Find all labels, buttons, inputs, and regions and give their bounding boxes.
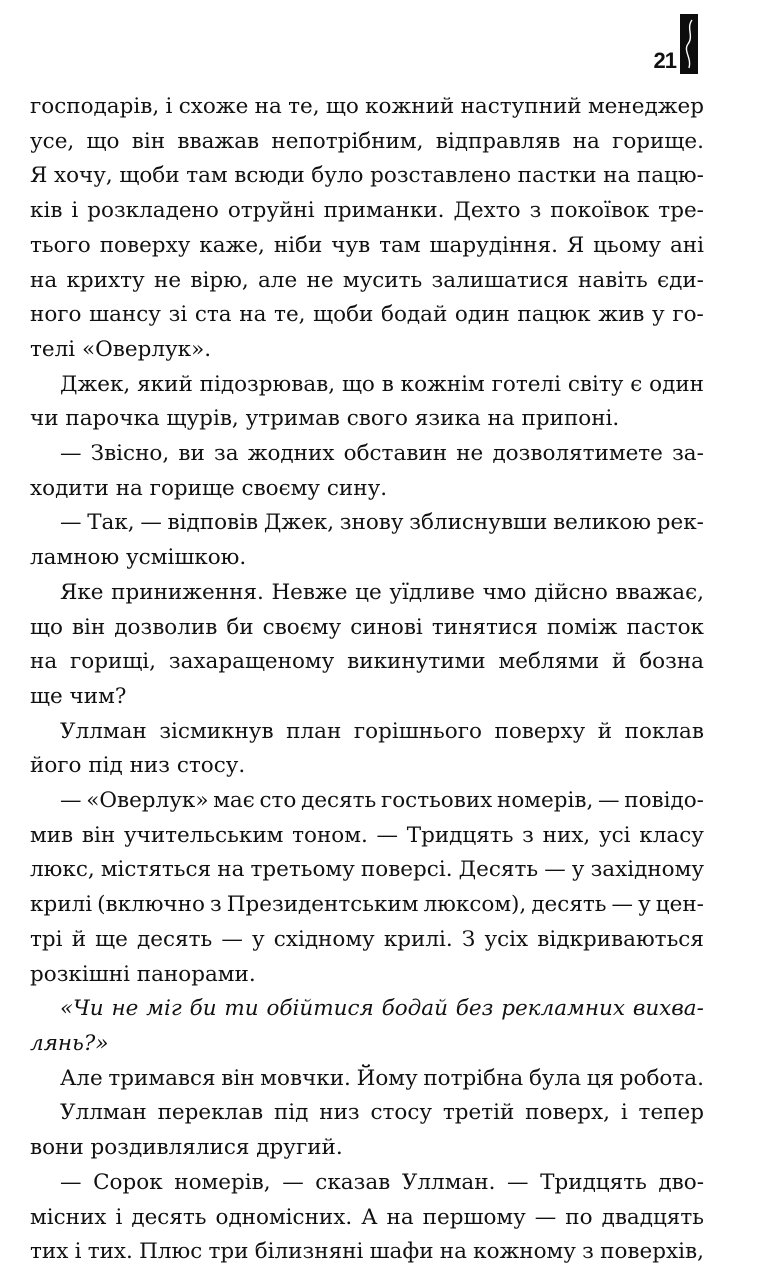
text-word: що: [341, 371, 375, 397]
text-word: підозрював,: [199, 371, 336, 397]
text-span: ходити на горище своєму сину.: [30, 475, 388, 501]
text-word: —: [376, 822, 399, 848]
text-word: схоже: [178, 94, 249, 119]
text-word: у: [638, 892, 651, 918]
text-word: єди-: [657, 267, 704, 293]
text-word: тепер: [638, 1100, 704, 1126]
text-word: бозна: [639, 649, 704, 675]
text-word: Невже: [271, 579, 348, 605]
text-word: Уллман.: [401, 1169, 496, 1195]
text-word: за: [213, 441, 239, 467]
text-word: на: [254, 94, 282, 119]
text-line: [30, 229, 704, 264]
text-word: захаращеному: [168, 649, 335, 675]
text-word: тримався: [108, 1065, 216, 1091]
text-word: своєму: [262, 614, 342, 640]
page-header: [578, 14, 698, 74]
text-word: третьому: [250, 857, 355, 883]
text-word: щоби: [313, 302, 374, 328]
text-word: Уллман: [60, 718, 147, 744]
text-word: там: [186, 163, 228, 189]
text-line: [30, 1201, 704, 1236]
text-word: дозволив: [114, 614, 218, 640]
text-word: горішнього: [353, 718, 482, 744]
text-word: на: [386, 1204, 414, 1230]
text-word: тре-: [658, 198, 704, 224]
text-word: усіх: [484, 926, 529, 952]
text-word: крилі.: [383, 926, 453, 952]
text-word: —: [507, 1169, 529, 1195]
text-line: [30, 749, 704, 784]
text-word: дійсно: [534, 579, 608, 605]
corner-mark-icon: [680, 14, 698, 74]
text-word: східному: [273, 926, 375, 952]
text-line: [30, 125, 704, 160]
text-word: всюди: [234, 163, 305, 189]
text-line: [30, 923, 704, 958]
text-word: З: [461, 926, 476, 952]
text-word: на: [217, 857, 245, 883]
text-word: номерів,: [497, 788, 594, 814]
text-word: тих.: [87, 1239, 133, 1265]
text-word: була: [528, 1065, 582, 1091]
text-line: [30, 1131, 704, 1166]
text-word: поверхів,: [600, 1239, 704, 1265]
text-line: [30, 819, 704, 854]
text-span: розкішні панорами.: [30, 961, 256, 987]
text-word: синові: [350, 614, 423, 640]
text-word: там: [379, 232, 421, 258]
text-word: поверху: [99, 232, 191, 258]
text-word: поміж: [546, 614, 618, 640]
text-word: містяться: [100, 857, 212, 883]
text-word: який: [137, 371, 193, 397]
text-word: «Чи: [60, 996, 104, 1022]
text-word: Але: [60, 1065, 103, 1091]
text-word: Уллман: [60, 1100, 147, 1126]
text-word: місних: [30, 1204, 107, 1230]
text-word: не: [111, 996, 139, 1022]
body-text: [30, 90, 704, 1270]
text-word: один: [649, 371, 704, 397]
text-word: жодних: [247, 441, 335, 467]
text-word: три: [208, 1239, 249, 1265]
text-word: і: [71, 198, 79, 224]
text-word: по: [565, 1204, 593, 1230]
text-line: [30, 1062, 704, 1097]
text-word: за-: [672, 441, 704, 467]
text-word: без: [455, 996, 494, 1022]
text-word: усе,: [30, 128, 75, 154]
text-word: знову: [339, 510, 404, 536]
text-word: Яке: [60, 579, 104, 605]
text-word: світу: [567, 371, 624, 397]
text-word: приниження.: [111, 579, 264, 605]
text-word: Плюс: [139, 1239, 203, 1265]
text-word: великою: [553, 510, 651, 536]
text-line: [30, 472, 704, 507]
text-span: ще чим?: [30, 683, 127, 709]
text-word: чмо: [482, 579, 527, 605]
text-word: на: [30, 649, 58, 675]
text-line: [30, 784, 704, 819]
text-word: стосу: [370, 1100, 433, 1126]
text-word: зі: [168, 302, 188, 328]
text-word: десять: [301, 788, 377, 814]
text-word: пацюк: [517, 302, 591, 328]
text-word: Йому: [356, 1065, 418, 1091]
text-word: Джек,: [263, 510, 335, 536]
text-word: вважає,: [615, 579, 704, 605]
text-word: що: [325, 94, 359, 119]
text-word: з: [529, 198, 542, 224]
text-word: має: [213, 788, 255, 814]
text-line: [30, 194, 704, 229]
text-word: Я: [566, 232, 585, 258]
text-word: білизняні: [254, 1239, 364, 1265]
text-word: й: [71, 926, 87, 952]
text-word: поверсі.: [360, 857, 453, 883]
text-line: [30, 159, 704, 194]
text-word: мусить: [342, 267, 423, 293]
text-word: у: [251, 926, 265, 952]
text-span: чи парочка щурів, утримав свого язика на припоні.: [30, 406, 620, 432]
text-line: [30, 958, 704, 993]
text-word: Дехто: [453, 198, 521, 224]
text-word: Так,: [87, 510, 135, 536]
text-word: бодай: [381, 302, 448, 328]
text-span: ламною усмішкою.: [30, 545, 247, 571]
text-word: —: [60, 788, 82, 814]
text-word: рек-: [656, 510, 704, 536]
text-word: меблями: [498, 649, 600, 675]
text-word: пацю-: [636, 163, 704, 189]
text-word: Звісно,: [90, 441, 170, 467]
text-word: поверх,: [525, 1100, 610, 1126]
text-word: першому: [422, 1204, 526, 1230]
text-word: він: [221, 1065, 255, 1091]
text-word: —: [140, 510, 162, 536]
text-word: —: [60, 1169, 82, 1195]
text-word: горищі,: [70, 649, 157, 675]
text-word: з: [522, 822, 534, 848]
text-word: не: [153, 267, 182, 293]
text-word: А: [361, 1204, 378, 1230]
text-word: ста: [194, 302, 232, 328]
text-word: навіть: [578, 267, 648, 293]
text-word: не: [306, 267, 334, 293]
text-word: крихту: [66, 267, 145, 293]
text-line: [30, 680, 704, 715]
text-span: вони роздивлялися другий.: [30, 1135, 343, 1161]
text-word: Тридцять: [540, 1169, 647, 1195]
text-word: дозволятимете: [492, 441, 663, 467]
text-word: шарудіння.: [429, 232, 558, 258]
text-word: приманки.: [323, 198, 445, 224]
text-word: потрібна: [423, 1065, 524, 1091]
text-word: і: [74, 1239, 82, 1265]
text-word: це: [355, 579, 382, 605]
text-word: —: [221, 926, 243, 952]
text-word: зблиснувши: [409, 510, 548, 536]
text-word: що: [30, 614, 63, 640]
text-line: [30, 1027, 704, 1062]
text-line: [30, 611, 704, 646]
text-word: сто: [259, 788, 297, 814]
text-word: розставлено: [370, 163, 512, 189]
text-word: ані: [669, 232, 704, 258]
text-word: учительським: [123, 822, 284, 848]
text-word: готелі: [491, 371, 561, 397]
text-line: [30, 333, 704, 368]
text-word: люкс,: [30, 857, 95, 883]
text-word: уїдливе: [389, 579, 475, 605]
text-word: Сорок: [93, 1169, 163, 1195]
text-word: хочу,: [53, 163, 113, 189]
text-word: рекламних: [501, 996, 625, 1022]
text-word: ще: [95, 926, 128, 952]
text-line: [30, 90, 704, 125]
text-word: непотрібним,: [271, 128, 424, 154]
text-word: відповів: [167, 510, 259, 536]
text-word: робота.: [619, 1065, 704, 1091]
text-word: покоївок: [550, 198, 650, 224]
text-word: люксом),: [423, 892, 527, 918]
text-word: усі: [598, 822, 631, 848]
text-word: обставин: [343, 441, 448, 467]
text-word: наступний: [460, 94, 582, 119]
text-span: лянь?»: [30, 1030, 109, 1056]
text-word: ків: [30, 198, 63, 224]
text-word: ви: [178, 441, 205, 467]
text-word: він: [81, 822, 116, 848]
text-word: менеджер: [587, 94, 704, 119]
text-word: залишатися: [431, 267, 569, 293]
text-word: —: [60, 441, 82, 467]
text-word: те,: [274, 302, 306, 328]
text-word: мив: [30, 822, 74, 848]
text-word: номерів,: [174, 1169, 271, 1195]
text-line: [30, 1235, 704, 1270]
text-word: що: [86, 128, 120, 154]
text-word: вихва-: [632, 996, 704, 1022]
text-word: гостьових: [380, 788, 493, 814]
text-word: і: [115, 1204, 123, 1230]
text-word: у: [652, 302, 665, 328]
text-word: цен-: [655, 892, 704, 918]
text-word: на: [603, 163, 631, 189]
text-word: не: [456, 441, 484, 467]
text-word: викинутими: [347, 649, 486, 675]
text-word: під: [273, 1100, 309, 1126]
text-word: одномісних.: [215, 1204, 353, 1230]
text-word: Президентським: [226, 892, 419, 918]
text-word: повідо-: [624, 788, 704, 814]
text-span: його під низ стосу.: [30, 753, 246, 779]
text-word: —: [282, 1169, 304, 1195]
text-line: [30, 888, 704, 923]
text-line: [30, 298, 704, 333]
text-line: [30, 992, 704, 1027]
text-word: бодай: [381, 996, 448, 1022]
text-word: у: [571, 857, 585, 883]
text-word: го-: [672, 302, 704, 328]
text-word: поклав: [624, 718, 704, 744]
text-word: вірю,: [190, 267, 249, 293]
text-word: десять: [137, 926, 213, 952]
text-word: них,: [542, 822, 591, 848]
text-word: на: [30, 267, 58, 293]
text-word: ця: [586, 1065, 615, 1091]
text-line: [30, 402, 704, 437]
text-word: західному: [590, 857, 704, 883]
text-word: кожнім: [400, 371, 485, 397]
text-word: і: [165, 94, 173, 119]
text-word: низ: [319, 1100, 360, 1126]
text-line: [30, 1166, 704, 1201]
text-word: Тридцять: [406, 822, 514, 848]
text-word: —: [60, 510, 82, 536]
text-word: з: [582, 1239, 594, 1265]
text-line: [30, 1096, 704, 1131]
text-word: —: [534, 1204, 557, 1230]
text-word: би: [226, 614, 254, 640]
text-word: господарів,: [30, 94, 160, 119]
text-word: Десять: [458, 857, 539, 883]
text-word: ніби: [273, 232, 323, 258]
text-word: мовчки.: [260, 1065, 351, 1091]
text-word: пастки: [517, 163, 597, 189]
text-word: міг: [146, 996, 182, 1022]
text-word: й: [612, 649, 627, 675]
text-word: є: [630, 371, 643, 397]
page-number: 21: [653, 48, 676, 73]
text-line: [30, 437, 704, 472]
text-line: [30, 576, 704, 611]
text-word: чув: [331, 232, 371, 258]
text-word: і: [620, 1100, 628, 1126]
text-word: на: [239, 302, 267, 328]
text-word: й: [597, 718, 613, 744]
text-word: «Оверлук»: [86, 788, 209, 814]
text-word: —: [611, 892, 634, 918]
text-word: Я: [30, 163, 48, 189]
text-word: план: [286, 718, 342, 744]
text-word: розкладено: [87, 198, 219, 224]
text-word: зісмикнув: [159, 718, 274, 744]
text-word: але: [257, 267, 298, 293]
text-word: він: [131, 128, 166, 154]
text-line: [30, 506, 704, 541]
text-word: переклав: [157, 1100, 264, 1126]
text-word: Джек,: [60, 371, 131, 397]
text-word: шафи: [369, 1239, 434, 1265]
text-word: цьому: [593, 232, 662, 258]
text-line: [30, 853, 704, 888]
text-word: обійтися: [266, 996, 374, 1022]
text-word: —: [598, 788, 620, 814]
text-span: телі «Оверлук».: [30, 336, 212, 362]
text-word: жив: [598, 302, 645, 328]
text-word: —: [544, 857, 566, 883]
text-word: тоном.: [292, 822, 368, 848]
text-word: було: [311, 163, 364, 189]
text-word: ти: [224, 996, 259, 1022]
text-word: на: [439, 1239, 467, 1265]
text-line: [30, 541, 704, 576]
text-word: крилі: [30, 892, 93, 918]
text-word: один: [454, 302, 510, 328]
text-word: те,: [288, 94, 320, 119]
text-word: десять: [531, 892, 607, 918]
text-line: [30, 715, 704, 750]
text-word: кожному: [473, 1239, 576, 1265]
text-line: [30, 368, 704, 403]
text-word: би: [189, 996, 217, 1022]
text-word: ного: [30, 302, 82, 328]
text-word: поверху: [494, 718, 586, 744]
text-word: горище.: [612, 128, 704, 154]
text-word: каже,: [199, 232, 265, 258]
text-word: пасток: [626, 614, 704, 640]
text-word: отруйні: [227, 198, 315, 224]
text-line: [30, 645, 704, 680]
text-word: третій: [442, 1100, 515, 1126]
text-word: відправляв: [435, 128, 561, 154]
text-word: тинятися: [431, 614, 538, 640]
text-word: шансу: [89, 302, 161, 328]
text-word: двадцять: [601, 1204, 704, 1230]
text-word: трі: [30, 926, 63, 952]
text-word: (включно: [97, 892, 205, 918]
text-word: на: [572, 128, 600, 154]
text-word: тього: [30, 232, 91, 258]
text-word: класу: [639, 822, 704, 848]
text-word: щоби: [119, 163, 180, 189]
text-word: з: [209, 892, 222, 918]
text-word: кожний: [365, 94, 455, 119]
text-word: відкриваються: [537, 926, 704, 952]
text-word: тих: [30, 1239, 69, 1265]
text-word: він: [71, 614, 106, 640]
text-line: [30, 264, 704, 299]
text-word: десять: [131, 1204, 207, 1230]
text-word: вважав: [177, 128, 260, 154]
text-word: дво-: [658, 1169, 704, 1195]
text-word: в: [381, 371, 394, 397]
text-word: сказав: [315, 1169, 391, 1195]
